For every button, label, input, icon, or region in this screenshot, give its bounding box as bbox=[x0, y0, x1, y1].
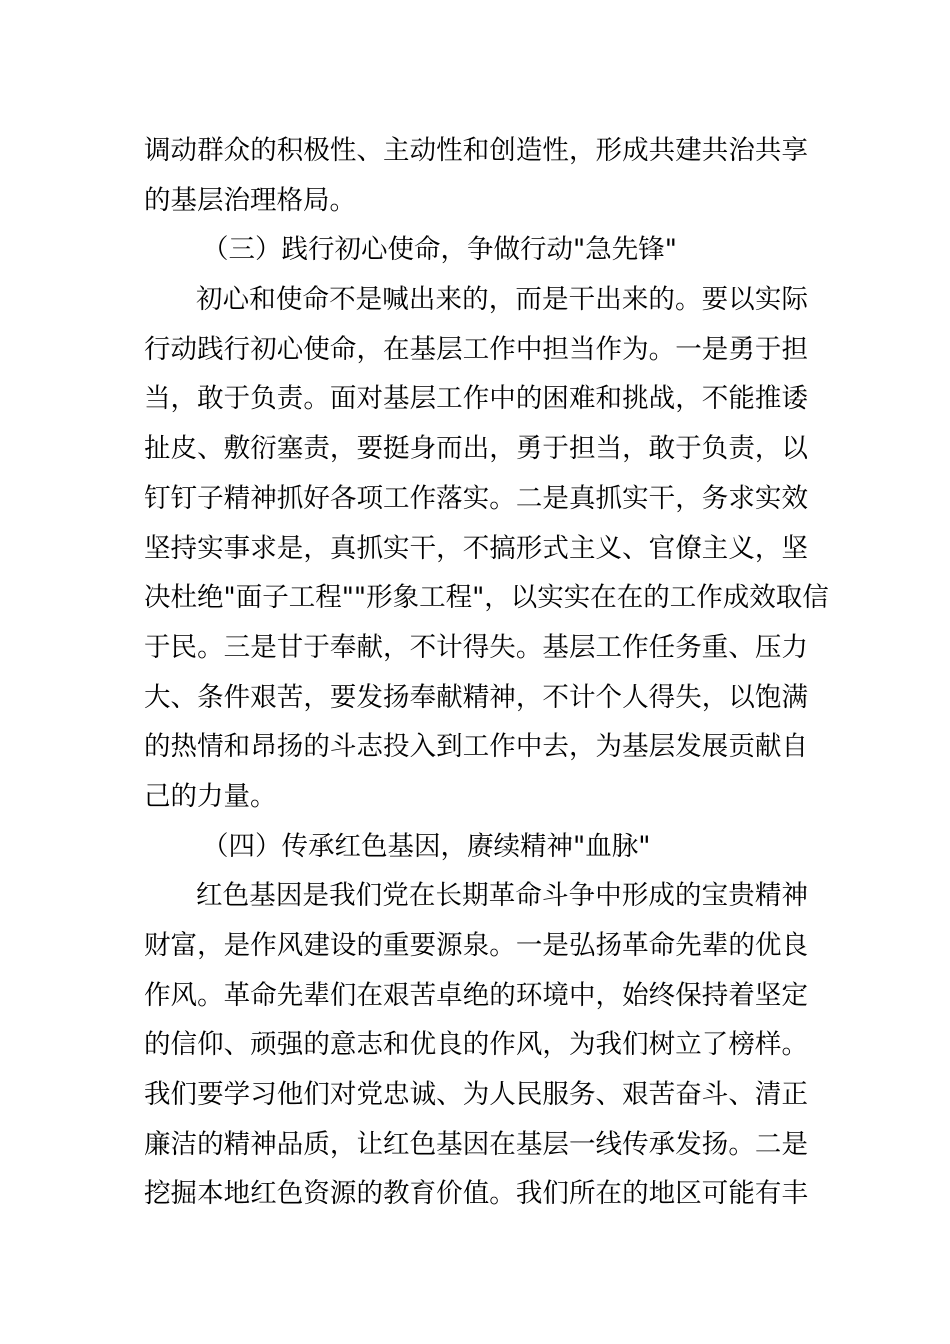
body-text bbox=[144, 126, 829, 1219]
text-line: 红色基因是我们党在长期革命斗争中形成的宝贵精神 bbox=[196, 880, 808, 912]
text-line: 钉钉子精神抓好各项工作落实。二是真抓实干，务求实效 bbox=[144, 482, 808, 514]
section-heading-3: （三）践行初心使命，争做行动"急先锋" bbox=[202, 234, 677, 266]
text-line: 财富，是作风建设的重要源泉。一是弘扬革命先辈的优良 bbox=[144, 930, 808, 961]
text-line: 我们要学习他们对党忠诚、为人民服务、艰苦奋斗、清正 bbox=[144, 1079, 808, 1111]
text-line: 于民。三是甘于奉献，不计得失。基层工作任务重、压力 bbox=[144, 631, 808, 663]
text-line: 的信仰、顽强的意志和优良的作风，为我们树立了榜样。 bbox=[144, 1029, 808, 1061]
text-line: 当，敢于负责。面对基层工作中的困难和挑战，不能推诿 bbox=[144, 383, 808, 415]
text-line: 坚持实事求是，真抓实干，不搞形式主义、官僚主义，坚 bbox=[144, 532, 808, 564]
text-line: 己的力量。 bbox=[144, 780, 277, 812]
text-line: 廉洁的精神品质，让红色基因在基层一线传承发扬。二是 bbox=[144, 1128, 808, 1160]
text-line: 决杜绝"面子工程""形象工程"，以实实在在的工作成效取信 bbox=[144, 582, 829, 614]
text-line: 大、条件艰苦，要发扬奉献精神，不计个人得失，以饱满 bbox=[144, 681, 808, 713]
text-line: 调动群众的积极性、主动性和创造性，形成共建共治共享 bbox=[144, 135, 808, 166]
text-line: 初心和使命不是喊出来的，而是干出来的。要以实际 bbox=[196, 284, 808, 316]
text-line: 行动践行初心使命，在基层工作中担当作为。一是勇于担 bbox=[144, 333, 808, 365]
text-line: 作风。革命先辈们在艰苦卓绝的环境中，始终保持着坚定 bbox=[144, 979, 808, 1011]
text-line: 的热情和昂扬的斗志投入到工作中去，为基层发展贡献自 bbox=[144, 731, 808, 763]
text-line: 扯皮、敷衍塞责，要挺身而出，勇于担当，敢于负责，以 bbox=[144, 433, 808, 465]
text-line: 挖掘本地红色资源的教育价值。我们所在的地区可能有丰 bbox=[144, 1178, 808, 1210]
section-heading-4: （四）传承红色基因，赓续精神"血脉" bbox=[202, 830, 651, 862]
text-line: 的基层治理格局。 bbox=[144, 184, 356, 216]
